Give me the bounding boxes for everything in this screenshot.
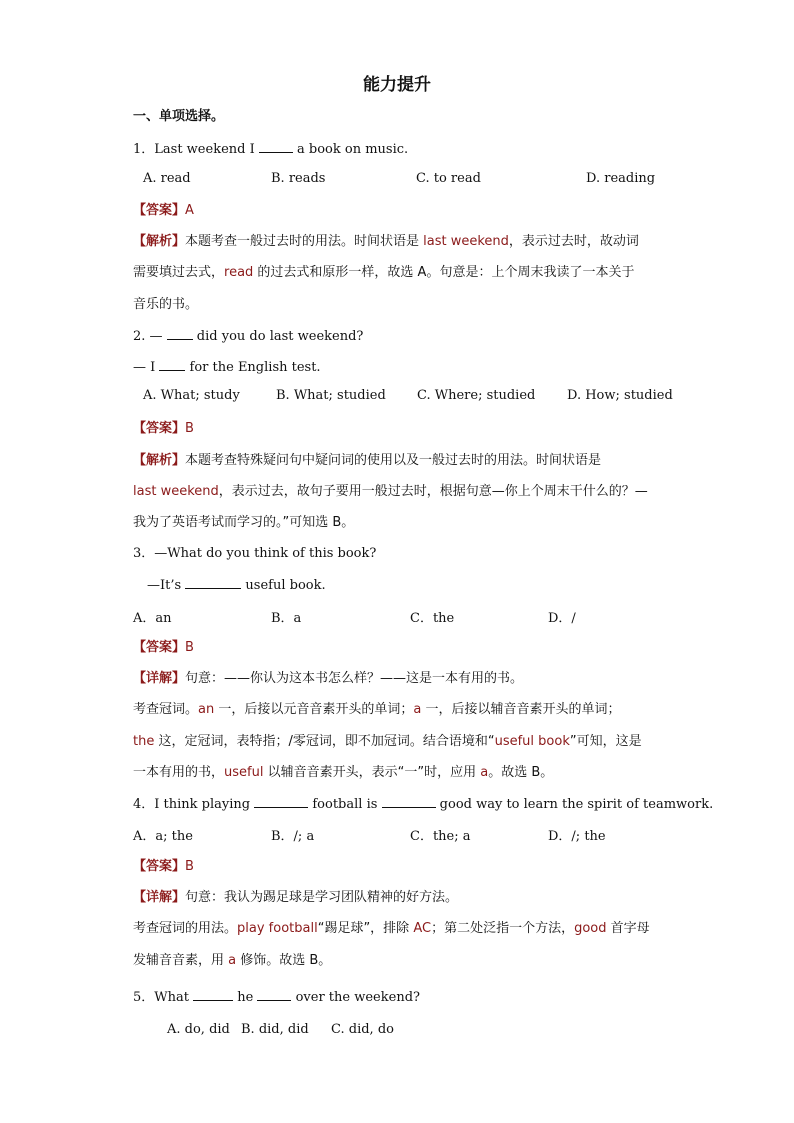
q4-option-b: B．/; a bbox=[271, 829, 315, 844]
q3-detail-line-3: the 这，定冠词，表特指；/零冠词，即不加冠词。结合语境和“useful book”可知，这是 bbox=[133, 734, 642, 749]
q5-option-a: A. do, did bbox=[167, 1022, 230, 1037]
q5-option-c: C. did, do bbox=[331, 1022, 394, 1037]
q1-analysis-line-2: 需要填过去式，read 的过去式和原形一样，故选 A。句意是：上个周末我读了一本关于 bbox=[133, 265, 635, 280]
q1-analysis-line-1: 【解析】本题考查一般过去时的用法。时间状语是 last weekend，表示过去时，故动词 bbox=[133, 234, 639, 249]
answer-blank bbox=[254, 794, 308, 808]
answer-blank bbox=[159, 357, 185, 371]
q4-option-d: D．/; the bbox=[548, 829, 606, 844]
q4-option-c: C．the; a bbox=[410, 829, 471, 844]
q1-option-c: C. to read bbox=[416, 171, 481, 186]
q2-option-b: B. What; studied bbox=[276, 388, 386, 403]
section-heading: 一、单项选择。 bbox=[133, 109, 225, 124]
answer-blank bbox=[167, 326, 193, 340]
q3-answer: 【答案】B bbox=[133, 640, 194, 655]
q2-analysis-line-1: 【解析】本题考查特殊疑问句中疑问词的使用以及一般过去时的用法。时间状语是 bbox=[133, 453, 602, 468]
answer-blank bbox=[382, 794, 436, 808]
q3-option-b: B．a bbox=[271, 611, 302, 626]
q2-answer: 【答案】B bbox=[133, 421, 194, 436]
question-1-stem: 1．Last weekend I a book on music. bbox=[133, 139, 663, 160]
q5-option-b: B. did, did bbox=[241, 1022, 309, 1037]
q3-detail-line-1: 【详解】句意：——你认为这本书怎么样？——这是一本有用的书。 bbox=[133, 671, 524, 686]
q1-answer: 【答案】A bbox=[133, 203, 194, 218]
question-2-stem-1: 2. — did you do last weekend? bbox=[133, 326, 663, 347]
answer-blank bbox=[259, 139, 293, 153]
q4-detail-line-2: 考查冠词的用法。play football“踢足球”，排除 AC；第二处泛指一个方法，good 首字母 bbox=[133, 921, 650, 936]
q4-answer: 【答案】B bbox=[133, 859, 194, 874]
q4-option-a: A．a; the bbox=[133, 829, 193, 844]
q2-option-a: A. What; study bbox=[143, 388, 240, 403]
answer-blank bbox=[193, 987, 233, 1001]
q4-detail-line-1: 【详解】句意：我认为踢足球是学习团队精神的好方法。 bbox=[133, 890, 459, 905]
q2-option-c: C. Where; studied bbox=[417, 388, 536, 403]
q2-analysis-line-2: last weekend，表示过去，故句子要用一般过去时，根据句意—你上个周末干什么的？— bbox=[133, 484, 648, 499]
question-3-stem-1: 3．—What do you think of this book? bbox=[133, 546, 377, 561]
question-4-stem: 4．I think playing football is good way to learn the spirit of teamwork. bbox=[133, 794, 663, 815]
q2-option-d: D. How; studied bbox=[567, 388, 673, 403]
q3-detail-line-2: 考查冠词。an 一，后接以元音音素开头的单词；a 一，后接以辅音音素开头的单词； bbox=[133, 702, 621, 717]
answer-blank bbox=[185, 575, 241, 589]
q3-option-d: D．/ bbox=[548, 611, 576, 626]
q1-analysis-line-3: 音乐的书。 bbox=[133, 297, 199, 312]
q1-option-d: D. reading bbox=[586, 171, 656, 186]
question-5-stem: 5．What he over the weekend? bbox=[133, 987, 663, 1008]
question-3-stem-2: —It’s useful book. bbox=[147, 575, 677, 596]
q4-detail-line-3: 发辅音音素，用 a 修饰。故选 B。 bbox=[133, 953, 332, 968]
page-title: 能力提升 bbox=[363, 75, 431, 95]
q1-option-b: B. reads bbox=[271, 171, 326, 186]
q2-analysis-line-3: 我为了英语考试而学习的。”可知选 B。 bbox=[133, 515, 355, 530]
q3-option-a: A．an bbox=[133, 611, 172, 626]
q3-option-c: C．the bbox=[410, 611, 455, 626]
q1-option-a: A. read bbox=[143, 171, 191, 186]
answer-blank bbox=[257, 987, 291, 1001]
question-2-stem-2: — I for the English test. bbox=[133, 357, 663, 378]
q3-detail-line-4: 一本有用的书，useful 以辅音音素开头，表示“一”时，应用 a。故选 B。 bbox=[133, 765, 554, 780]
